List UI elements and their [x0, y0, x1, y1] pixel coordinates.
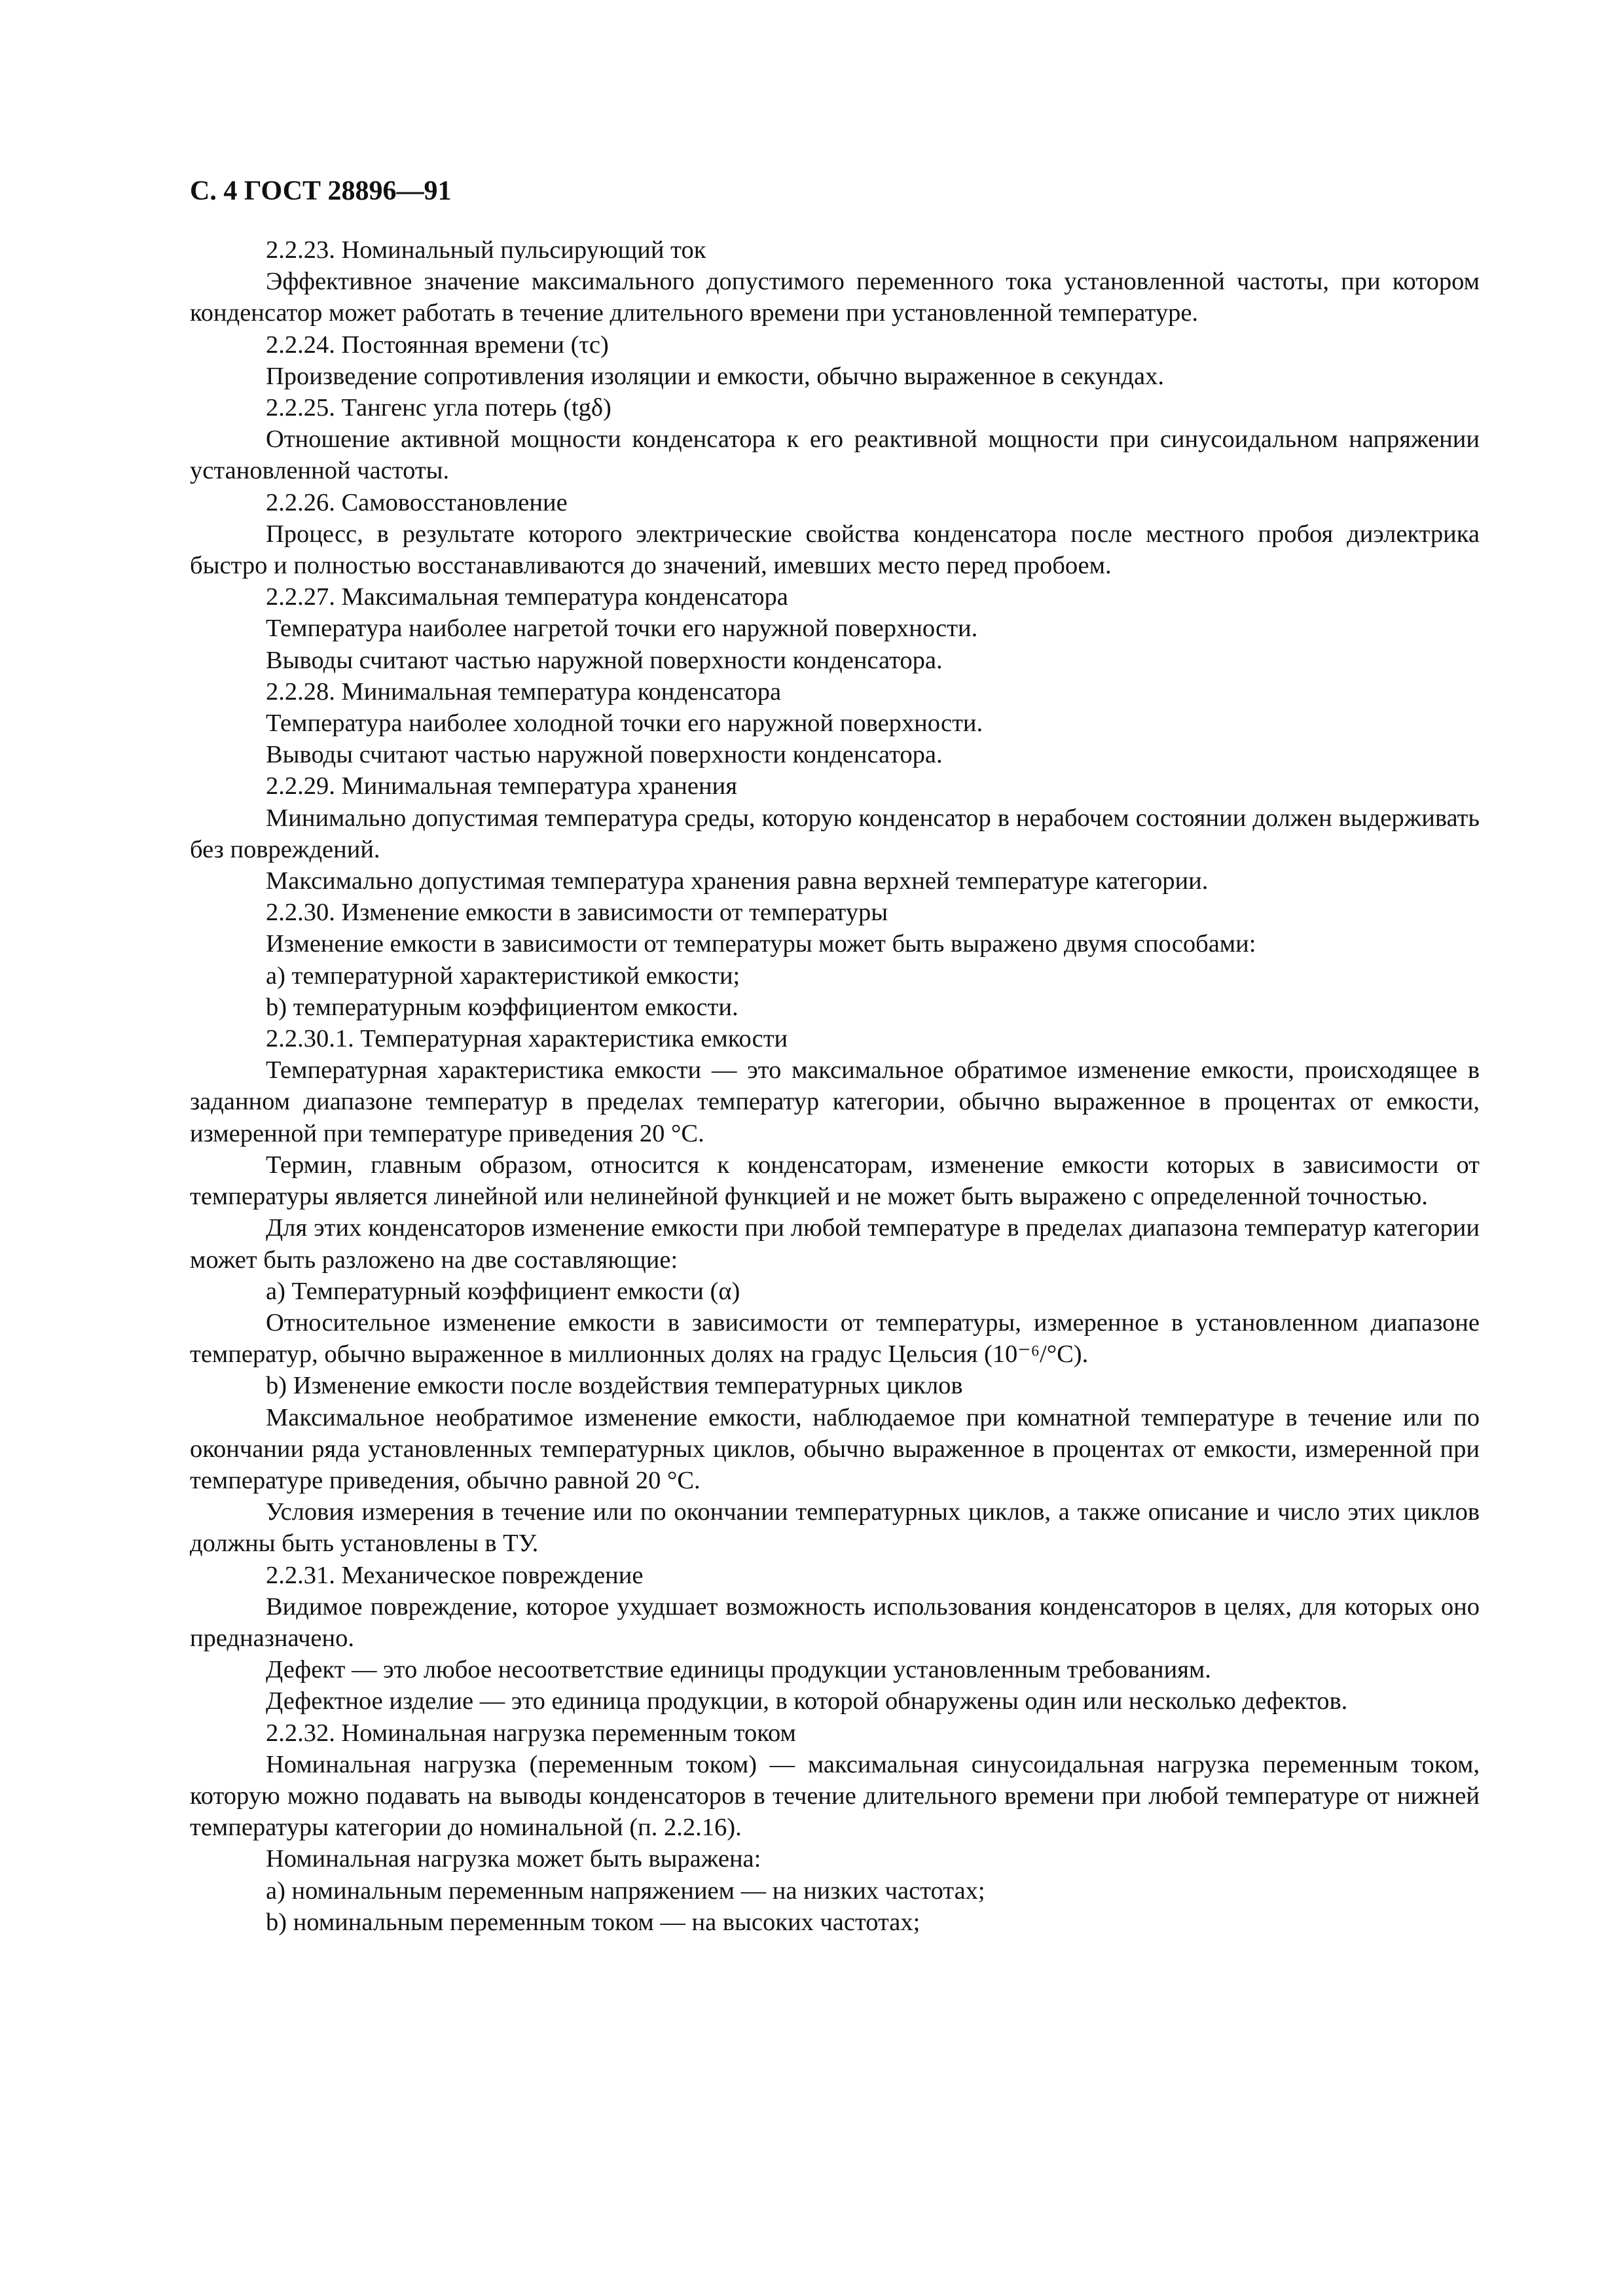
paragraph: Минимально допустимая температура среды, которую конденсатор в нерабочем состоянии должен выдерживать без повреждений. — [190, 804, 1480, 863]
paragraph: 2.2.28. Минимальная температура конденсатора — [266, 677, 782, 706]
paragraph: a) номинальным переменным напряжением — на низких частотах; — [266, 1876, 985, 1905]
paragraph: Дефект — это любое несоответствие единицы продукции установленным требованиям. — [266, 1656, 1211, 1684]
paragraph: b) Изменение емкости после воздействия температурных циклов — [266, 1372, 963, 1400]
paragraph: 2.2.25. Тангенс угла потерь (tgδ) — [266, 394, 611, 422]
paragraph: 2.2.26. Самовосстановление — [266, 488, 568, 516]
paragraph: 2.2.29. Минимальная температура хранения — [266, 772, 737, 800]
page-header: С. 4 ГОСТ 28896—91 — [190, 176, 452, 206]
paragraph: b) температурным коэффициентом емкости. — [266, 993, 739, 1021]
paragraph: Температура наиболее холодной точки его наружной поверхности. — [266, 709, 983, 738]
paragraph: Дефектное изделие — это единица продукции, в которой обнаружены один или несколько дефектов. — [266, 1687, 1348, 1715]
document-page — [190, 171, 1480, 1938]
paragraph: Номинальная нагрузка (переменным током) — максимальная синусоидальная нагрузка переменным током, которую можно подавать на выводы конденсаторов в течение длительного времени при любой температуре от нижней температуры категории до номинальной (п. 2.2.16). — [190, 1750, 1480, 1842]
paragraph: 2.2.23. Номинальный пульсирующий ток — [266, 236, 706, 264]
paragraph: Температурная характеристика емкости — это максимальное обратимое изменение емкости, происходящее в заданном диапазоне температур в пределах температур категории, обычно выраженное в процентах от емкости, измеренной при температуре приведения 20 °С. — [190, 1056, 1480, 1147]
paragraph: Выводы считают частью наружной поверхности конденсатора. — [266, 646, 943, 674]
document-body — [190, 234, 1480, 1938]
paragraph: Процесс, в результате которого электрические свойства конденсатора после местного пробоя диэлектрика быстро и полностью восстанавливаются до значений, имевших место перед пробоем. — [190, 520, 1480, 580]
paragraph: Эффективное значение максимального допустимого переменного тока установленной частоты, при котором конденсатор может работать в течение длительного времени при установленной температуре. — [190, 268, 1480, 327]
paragraph: Термин, главным образом, относится к конденсаторам, изменение емкости которых в зависимости от температуры является линейной или нелинейной функцией и не может быть выражено с определенной точностью. — [190, 1151, 1480, 1211]
paragraph: Относительное изменение емкости в зависимости от температуры, измеренное в установленном диапазоне температур, обычно выраженное в миллионных долях на градус Цельсия (10⁻⁶/°С). — [190, 1308, 1480, 1369]
paragraph: 2.2.30. Изменение емкости в зависимости от температуры — [266, 899, 888, 927]
paragraph: Номинальная нагрузка может быть выражена: — [266, 1845, 761, 1873]
paragraph: 2.2.31. Механическое повреждение — [266, 1561, 644, 1589]
paragraph: Температура наиболее нагретой точки его наружной поверхности. — [266, 615, 978, 643]
paragraph: a) температурной характеристикой емкости; — [266, 961, 740, 990]
paragraph: a) Температурный коэффициент емкости (α) — [266, 1277, 740, 1305]
paragraph: 2.2.27. Максимальная температура конденсатора — [266, 583, 788, 611]
paragraph: Произведение сопротивления изоляции и емкости, обычно выраженное в секундах. — [266, 362, 1164, 390]
paragraph: 2.2.30.1. Температурная характеристика емкости — [266, 1025, 788, 1053]
paragraph: Отношение активной мощности конденсатора к его реактивной мощности при синусоидальном напряжении установленной частоты. — [190, 425, 1480, 485]
paragraph: Условия измерения в течение или по окончании температурных циклов, а также описание и число этих циклов должны быть установлены в ТУ. — [190, 1498, 1480, 1558]
paragraph: 2.2.24. Постоянная времени (τс) — [266, 331, 609, 359]
paragraph: Изменение емкости в зависимости от температуры может быть выражено двумя способами: — [266, 930, 1256, 958]
paragraph: Видимое повреждение, которое ухудшает возможность использования конденсаторов в целях, для которых оно предназначено. — [190, 1592, 1480, 1652]
paragraph: Максимальное необратимое изменение емкости, наблюдаемое при комнатной температуре в течение или по окончании ряда установленных температурных циклов, обычно выраженное в процентах от емкости, измеренной при температуре приведения, обычно равной 20 °С. — [190, 1403, 1480, 1494]
paragraph: Выводы считают частью наружной поверхности конденсатора. — [266, 741, 943, 769]
paragraph: b) номинальным переменным током — на высоких частотах; — [266, 1908, 921, 1936]
paragraph: 2.2.32. Номинальная нагрузка переменным током — [266, 1719, 796, 1747]
paragraph: Для этих конденсаторов изменение емкости при любой температуре в пределах диапазона температур категории может быть разложено на две составляющие: — [190, 1214, 1480, 1274]
paragraph: Максимально допустимая температура хранения равна верхней температуре категории. — [266, 867, 1209, 895]
